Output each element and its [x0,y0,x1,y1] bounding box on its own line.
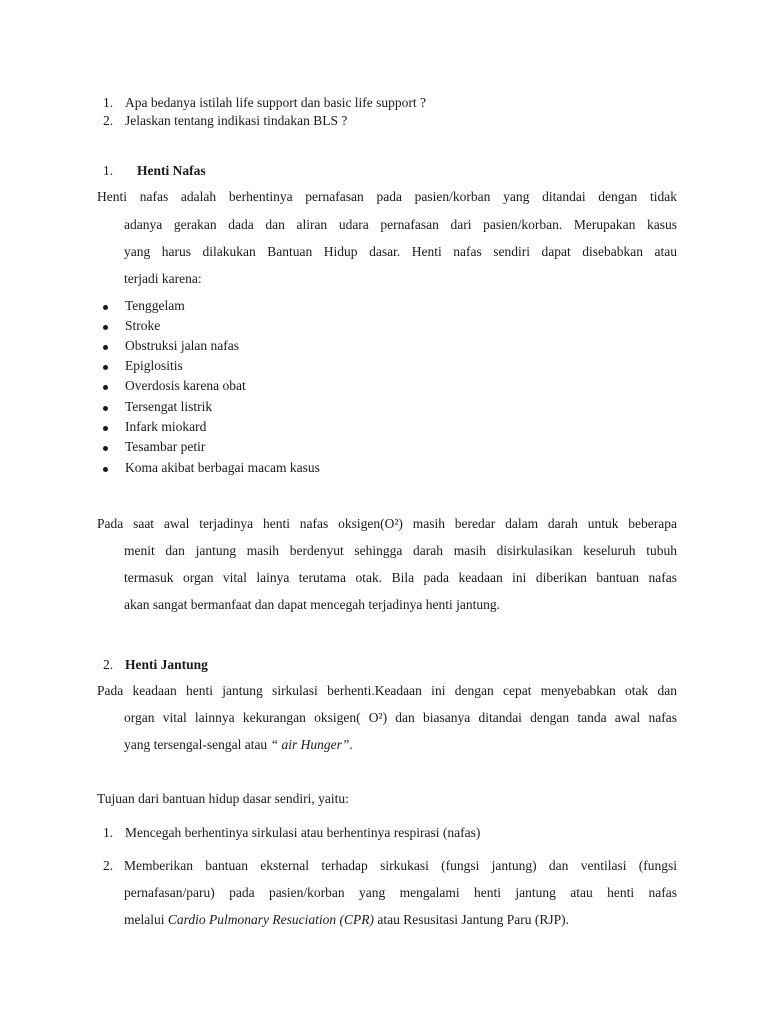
tujuan-item-1-text: Mencegah berhentinya sirkulasi atau berhentinya respirasi (nafas) [125,825,481,840]
bullet-icon [103,305,108,310]
air-hunger-term: “ air Hunger” [270,737,350,752]
section-1-paragraph-line: Henti nafas adalah berhentinya pernafasan pada pasien/korban yang ditandai dengan tidak [97,189,677,204]
section-1-number: 1. [103,163,114,178]
section-1-paragraph-line: adanya gerakan dada dan aliran udara pernafasan dari pasien/korban. Merupakan kasus [124,217,677,232]
section-2-paragraph-text: yang tersengal-sengal atau [124,737,271,752]
bullet-icon [103,325,108,330]
tujuan-item-2-last-line [124,912,569,928]
section-1-paragraph-line: terjadi karena: [124,271,202,286]
section-1-paragraph-line: yang harus dilakukan Bantuan Hidup dasar. Henti nafas sendiri dapat disebabkan atau [124,244,677,259]
bullet-icon [103,345,108,350]
tujuan-intro: Tujuan dari bantuan hidup dasar sendiri, yaitu: [97,791,349,806]
list-item: Koma akibat berbagai macam kasus [125,460,320,475]
section-2-number: 2. [103,657,114,672]
list-item: Stroke [125,318,161,333]
list-item: Epiglositis [125,358,183,373]
section-1-paragraph2-line: menit dan jantung masih berdenyut sehingga darah masih disirkulasikan keseluruh tubuh [124,543,677,558]
list-item: Tenggelam [125,298,185,313]
bullet-icon [103,446,108,451]
question-1-text: Apa bedanya istilah life support dan basic life support ? [125,95,427,110]
tujuan-item-2-text: melalui [124,912,168,927]
section-2-heading: Henti Jantung [125,657,208,672]
tujuan-item-1-number: 1. [103,825,114,840]
tujuan-item-2-text-end: atau Resusitasi Jantung Paru (RJP). [373,912,569,927]
question-2-number: 2. [103,113,114,128]
bullet-icon [103,406,108,411]
list-item: Obstruksi jalan nafas [125,338,239,353]
section-1-paragraph2-line: termasuk organ vital lainya terutama otak. Bila pada keadaan ini diberikan bantuan nafas [124,570,677,585]
section-2-paragraph-period: . [349,737,353,752]
tujuan-item-2-number: 2. [103,858,114,873]
section-1-paragraph2-line: akan sangat bermanfaat dan dapat mencegah terjadinya henti jantung. [124,597,500,612]
bullet-icon [103,385,108,390]
section-2-paragraph-line: organ vital lainnya kekurangan oksigen( O²) dan biasanya ditandai dengan tanda awal nafas [124,710,677,725]
section-2-paragraph-line: Pada keadaan henti jantung sirkulasi berhenti.Keadaan ini dengan cepat menyebabkan otak dan [97,683,677,698]
list-item: Tesambar petir [125,439,206,454]
list-item: Infark miokard [125,419,207,434]
question-2-text: Jelaskan tentang indikasi tindakan BLS ? [125,113,348,128]
tujuan-item-2-line: Memberikan bantuan eksternal terhadap sirkukasi (fungsi jantung) dan ventilasi (fungsi [124,858,677,873]
bullet-icon [103,467,108,472]
bullet-icon [103,426,108,431]
section-2-paragraph-last-line [124,737,353,753]
cpr-term: Cardio Pulmonary Resuciation (CPR) [167,912,374,927]
bullet-icon [103,365,108,370]
question-1-number: 1. [103,95,114,110]
list-item: Overdosis karena obat [125,378,246,393]
section-1-paragraph2-line: Pada saat awal terjadinya henti nafas oksigen(O²) masih beredar dalam darah untuk beberapa [97,516,677,531]
section-1-heading: Henti Nafas [137,163,206,178]
list-item: Tersengat listrik [125,399,213,414]
tujuan-item-2-line: pernafasan/paru) pada pasien/korban yang mengalami henti jantung atau henti nafas [124,885,677,900]
